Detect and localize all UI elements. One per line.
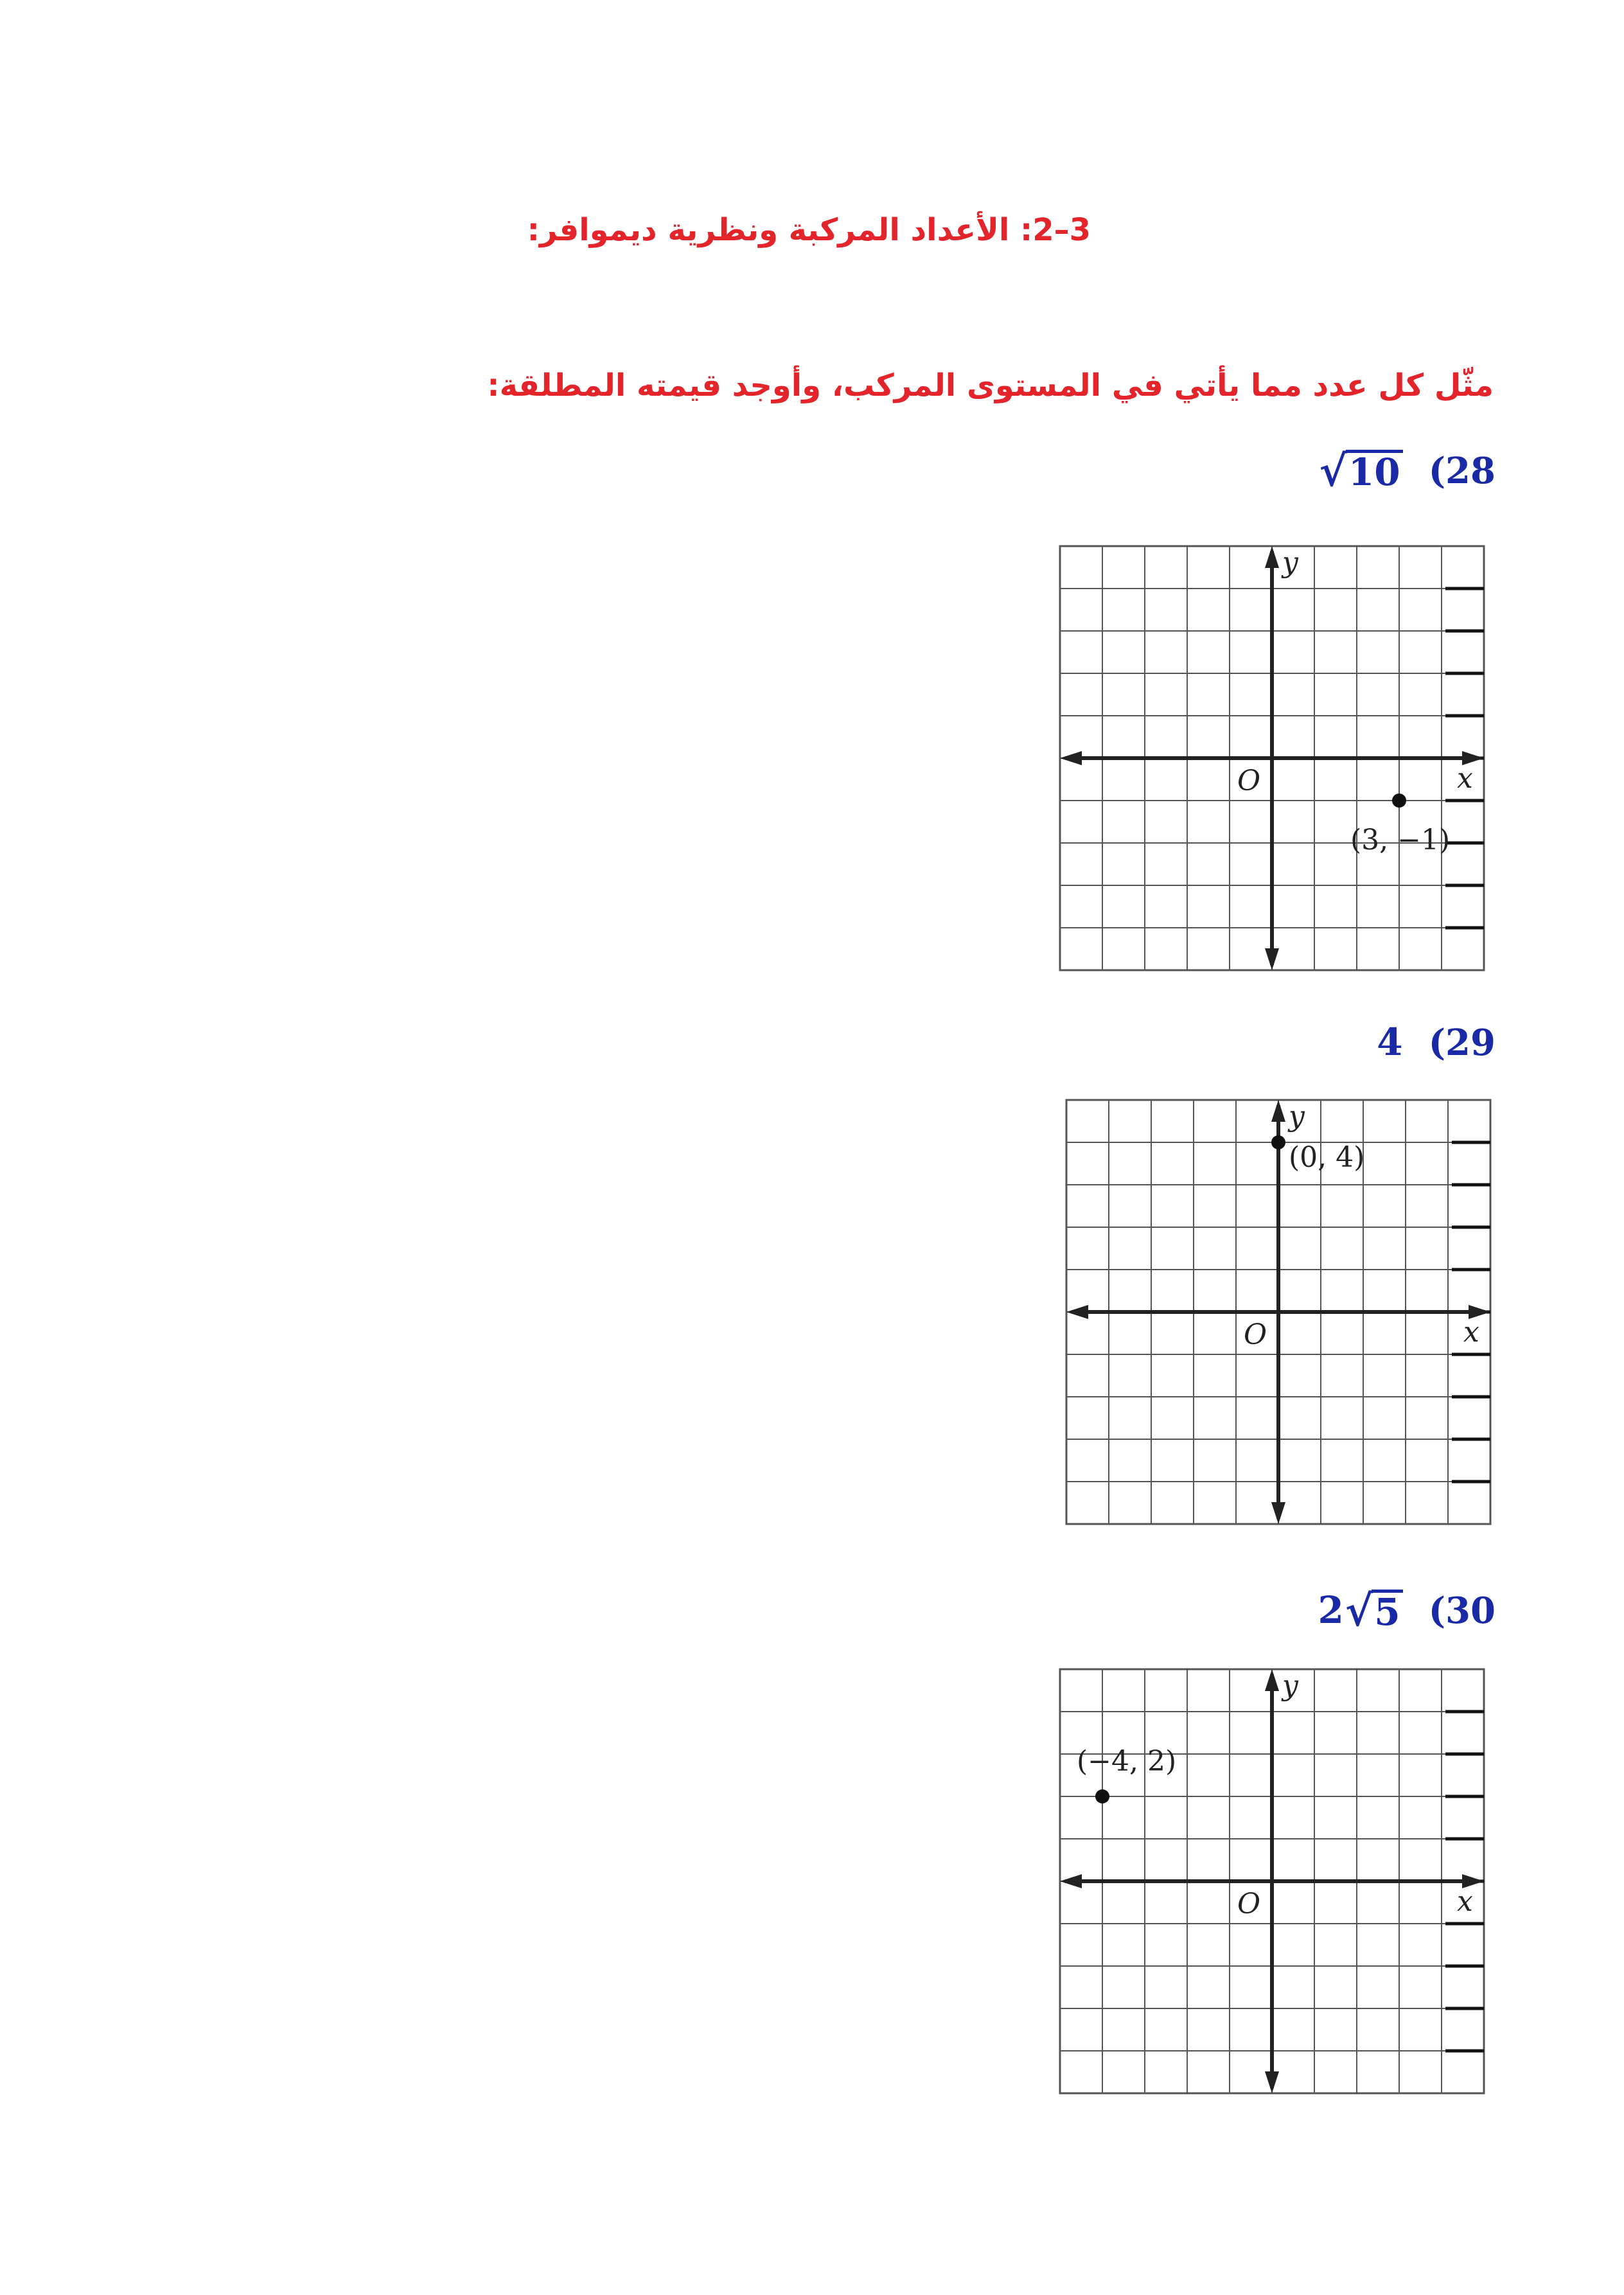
- coordinate-grid-30: [1060, 1669, 1484, 2093]
- origin-label: O: [1237, 765, 1261, 797]
- x-axis-label: x: [1457, 1885, 1473, 1918]
- exercise-29: [1377, 1020, 1496, 1064]
- sqrt-expression: [1318, 1586, 1402, 1636]
- x-axis-label: x: [1457, 762, 1473, 795]
- radical-icon: √: [1319, 446, 1347, 496]
- plotted-point: [1271, 1135, 1285, 1149]
- origin-label: O: [1237, 1888, 1261, 1920]
- y-axis-label: y: [1289, 1100, 1305, 1133]
- coordinate-grid-29: [1066, 1100, 1490, 1524]
- point-label: (0, 4): [1289, 1141, 1365, 1174]
- exercise-30: [1318, 1586, 1496, 1636]
- complex-value: 4: [1377, 1020, 1403, 1064]
- radical-icon: √: [1345, 1586, 1373, 1636]
- radicand: 5: [1372, 1590, 1402, 1632]
- point-label: (3, −1): [1350, 824, 1451, 856]
- coefficient: 2: [1318, 1588, 1344, 1632]
- plotted-point: [1392, 793, 1406, 808]
- sqrt-expression: [1319, 446, 1402, 496]
- exercise-28: [1319, 446, 1496, 496]
- exercise-number: (29: [1428, 1022, 1496, 1064]
- point-label: (−4, 2): [1077, 1745, 1177, 1778]
- instruction-text: مثّل كل عدد مما يأتي في المستوى المركب، وأوجد قيمته المطلقة:: [487, 368, 1494, 403]
- x-axis-label: x: [1463, 1316, 1479, 1349]
- origin-label: O: [1244, 1318, 1267, 1351]
- plotted-point: [1095, 1789, 1109, 1803]
- radicand: 10: [1346, 450, 1403, 492]
- y-axis-label: y: [1282, 1669, 1298, 1702]
- exercise-number: (28: [1428, 450, 1496, 492]
- coordinate-grid-28: [1060, 546, 1484, 970]
- exercise-number: (30: [1428, 1590, 1496, 1632]
- section-title: 3–2: الأعداد المركبة ونظرية ديموافر:: [527, 212, 1091, 248]
- y-axis-label: y: [1282, 546, 1298, 579]
